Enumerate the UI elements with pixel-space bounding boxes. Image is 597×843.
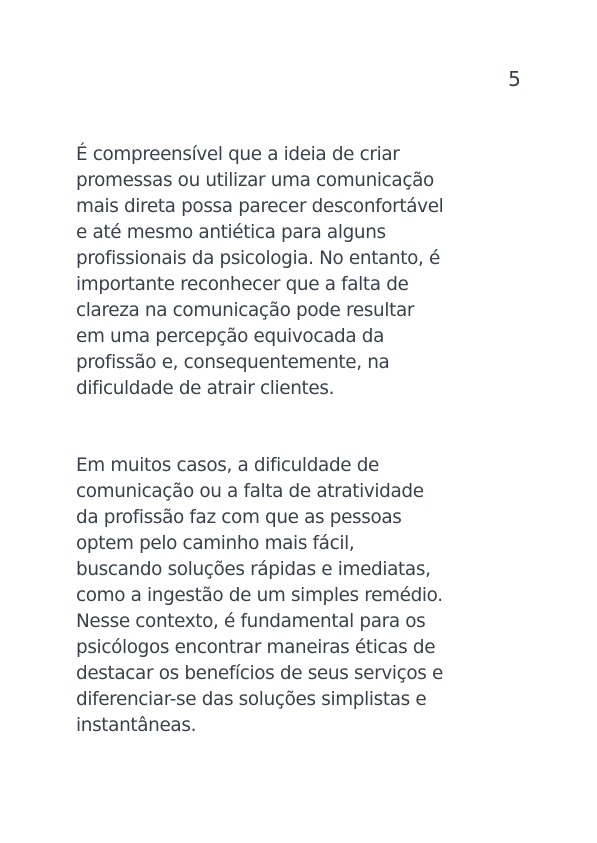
paragraph-line: promessas ou utilizar uma comunicação xyxy=(76,170,434,191)
paragraph-line: profissionais da psicologia. No entanto, é xyxy=(76,248,441,269)
paragraph-line: dificuldade de atrair clientes. xyxy=(76,378,335,399)
paragraph-line: diferenciar-se das soluções simplistas e xyxy=(76,689,427,710)
paragraph-line: da profissão faz com que as pessoas xyxy=(76,507,402,528)
paragraph-line: mais direta possa parecer desconfortável xyxy=(76,196,444,217)
paragraph-line: É compreensível que a ideia de criar xyxy=(76,144,400,165)
paragraph-line: destacar os benefícios de seus serviços e xyxy=(76,663,443,684)
paragraph-line: instantâneas. xyxy=(76,715,197,736)
paragraph-line: clareza na comunicação pode resultar xyxy=(76,300,415,321)
paragraph-line: Em muitos casos, a dificuldade de xyxy=(76,455,380,476)
paragraph-line: profissão e, consequentemente, na xyxy=(76,352,390,373)
paragraph-line: buscando soluções rápidas e imediatas, xyxy=(76,559,431,580)
paragraph-line: psicólogos encontrar maneiras éticas de xyxy=(76,637,436,658)
paragraph-line: Nesse contexto, é fundamental para os xyxy=(76,611,426,632)
paragraph-line: importante reconhecer que a falta de xyxy=(76,274,409,295)
page-number: 5 xyxy=(508,67,521,91)
paragraph-2 xyxy=(76,453,526,739)
paragraph-line: optem pelo caminho mais fácil, xyxy=(76,533,355,554)
paragraph-line: em uma percepção equivocada da xyxy=(76,326,384,347)
paragraph-1 xyxy=(76,142,526,402)
paragraph-line: e até mesmo antiética para alguns xyxy=(76,222,386,243)
paragraph-line: como a ingestão de um simples remédio. xyxy=(76,585,443,606)
paragraph-line: comunicação ou a falta de atratividade xyxy=(76,481,424,502)
